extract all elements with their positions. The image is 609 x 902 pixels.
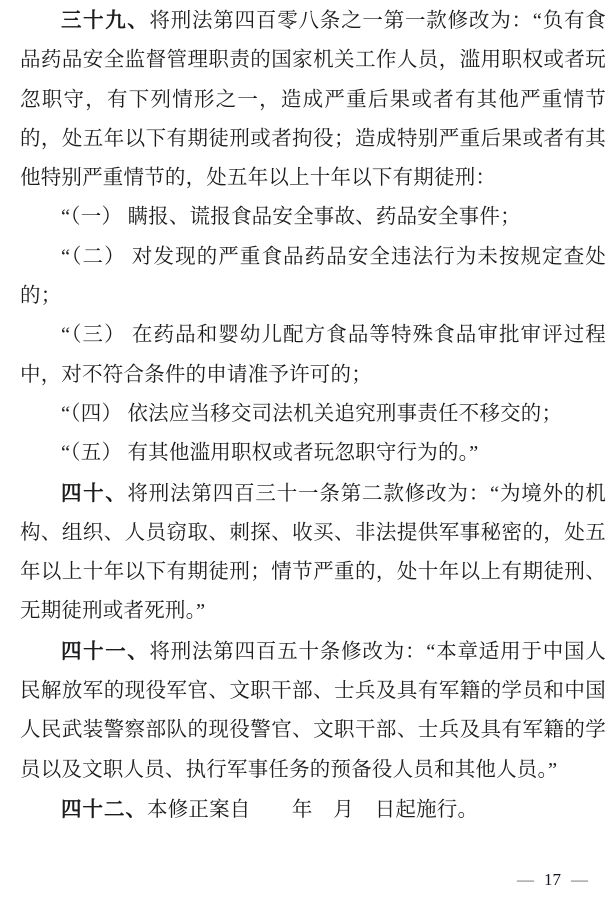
clause-39-item-4-text: “（四） 依法应当移交司法机关追究刑事责任不移交的； (61, 402, 563, 425)
clause-39 (20, 1, 606, 198)
page-number: 17 (544, 870, 561, 890)
clause-42 (20, 790, 606, 830)
clause-41-number: 四十一、 (61, 639, 150, 663)
footer-left-dash: — (517, 870, 534, 890)
page-footer (517, 871, 588, 890)
clause-40-text: 将刑法第四百三十一条第二款修改为：“为境外的机构、组织、人员窃取、刺探、收买、非法提供军事秘密的，处五年以上十年以下有期徒刑；情节严重的，处十年以上有期徒刑、无期徒刑或者死刑。” (20, 482, 607, 623)
clause-39-item-1-text: “（一） 瞒报、谎报食品安全事故、药品安全事件； (61, 206, 521, 229)
clause-40-number: 四十、 (61, 481, 128, 505)
clause-39-item-2 (20, 238, 606, 317)
clause-42-text: 本修正案自 年 月 日起施行。 (147, 798, 479, 821)
clause-39-item-3 (20, 316, 606, 395)
clause-40 (20, 474, 606, 632)
clause-39-number: 三十九、 (61, 9, 150, 32)
clause-39-item-1 (20, 198, 606, 237)
clause-39-item-5-text: “（五） 有其他滥用职权或者玩忽职守行为的。” (61, 442, 479, 465)
clause-39-item-2-text: “（二） 对发现的严重食品药品安全违法行为未按规定查处的； (20, 245, 606, 308)
clause-41-text: 将刑法第四百五十条修改为：“本章适用于中国人民解放军的现役军官、文职干部、士兵及具有军籍的学员和中国人民武装警察部队的现役警官、文职干部、士兵及具有军籍的学员以及文职人员、执行军事任务的预备役人员和其他人员。” (20, 640, 607, 781)
clause-42-number: 四十二、 (61, 797, 147, 821)
clause-39-item-5 (20, 434, 606, 473)
document-body (20, 1, 606, 830)
footer-right-dash: — (571, 870, 588, 890)
clause-39-item-4 (20, 395, 606, 434)
clause-41 (20, 632, 606, 790)
clause-39-item-3-text: “（三） 在药品和婴幼儿配方食品等特殊食品审批审评过程中，对不符合条件的申请准予许可的； (20, 324, 606, 386)
clause-39-text: 将刑法第四百零八条之一第一款修改为：“负有食品药品安全监督管理职责的国家机关工作人员，滥用职权或者玩忽职守，有下列情形之一，造成严重后果或者有其他严重情节的，处五年以下有期徒刑或者拘役；造成特别严重后果或者有其他特别严重情节的，处五年以上十年以下有期徒刑： (20, 10, 607, 190)
